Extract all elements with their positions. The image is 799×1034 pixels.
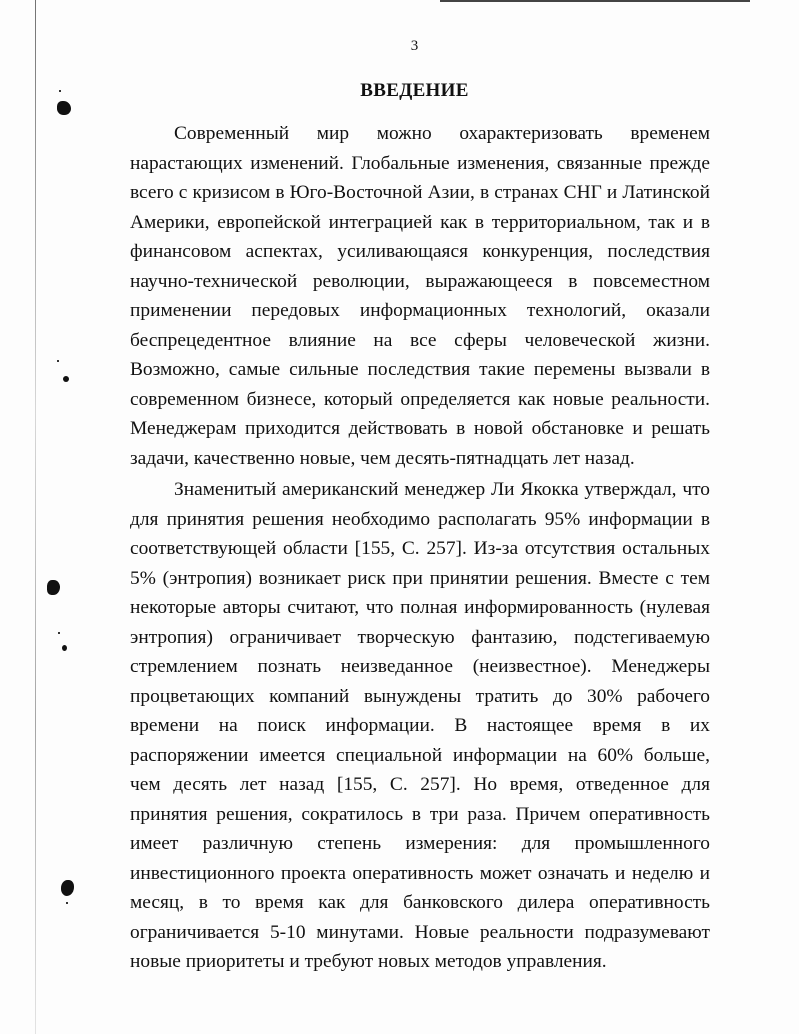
- scan-blot-mark: [57, 101, 71, 115]
- scan-blot-mark: [47, 580, 60, 595]
- scan-artifact-top-line: [440, 0, 750, 2]
- paragraph-iacocca: [130, 475, 710, 977]
- scan-blot-mark: [62, 645, 67, 651]
- scan-speck: [57, 360, 59, 362]
- paragraph-text: Знаменитый американский менеджер Ли Якокка утверждал, что для принятия решения необходимо располагать 95% информации в соответствующей области [155, С. 257]. Из-за отсутствия остальных 5% (энтропия) возникает риск при принятии решения. Вместе с тем некоторые авторы считают, что полная информированность (нулевая энтропия) ограничивает творческую фантазию, подстегиваемую стремлением познать неизведанное (неизвестное). Менеджеры процветающих компаний вынуждены тратить до 30% рабочего времени на поиск информации. В настоящее время в их распоряжении имеется специальной информации на 60% больше, чем десять лет назад [155, С. 257]. Но время, отведенное для принятия решения, сократилось в три раза. Причем оперативность имеет различную степень измерения: для промышленного инвестиционного проекта оперативность может означать и неделю и месяц, в то время как для банковского дилера оперативность ограничивается 5-10 минутами. Новые реальности подразумевают новые приоритеты и требуют новых методов управления.: [130, 479, 710, 972]
- paragraph-text: Современный мир можно охарактеризовать временем нарастающих изменений. Глобальные изменения, связанные прежде всего с кризисом в Юго-Восточной Азии, в странах СНГ и Латинской Америки, европейской интеграцией как в территориальном, так и в финансовом аспектах, усиливающаяся конкуренция, последствия научно-технической революции, выражающееся в повсеместном применении передовых информационных технологий, оказали беспрецедентное влияние на все сферы человеческой жизни. Возможно, самые сильные последствия такие перемены вызвали в современном бизнесе, который определяется как новые реальности. Менеджерам приходится действовать в новой обстановке и решать задачи, качественно новые, чем десять-пятнадцать лет назад.: [130, 123, 710, 469]
- scan-blot-mark: [61, 880, 74, 896]
- page-number: 3: [410, 38, 419, 54]
- page-title: ВВЕДЕНИЕ: [360, 80, 469, 101]
- scan-speck: [66, 902, 68, 904]
- scan-blot-mark: [63, 376, 69, 382]
- paragraph-introduction: [130, 119, 710, 473]
- scan-speck: [58, 632, 60, 634]
- scan-artifact-left-edge: [35, 0, 36, 1034]
